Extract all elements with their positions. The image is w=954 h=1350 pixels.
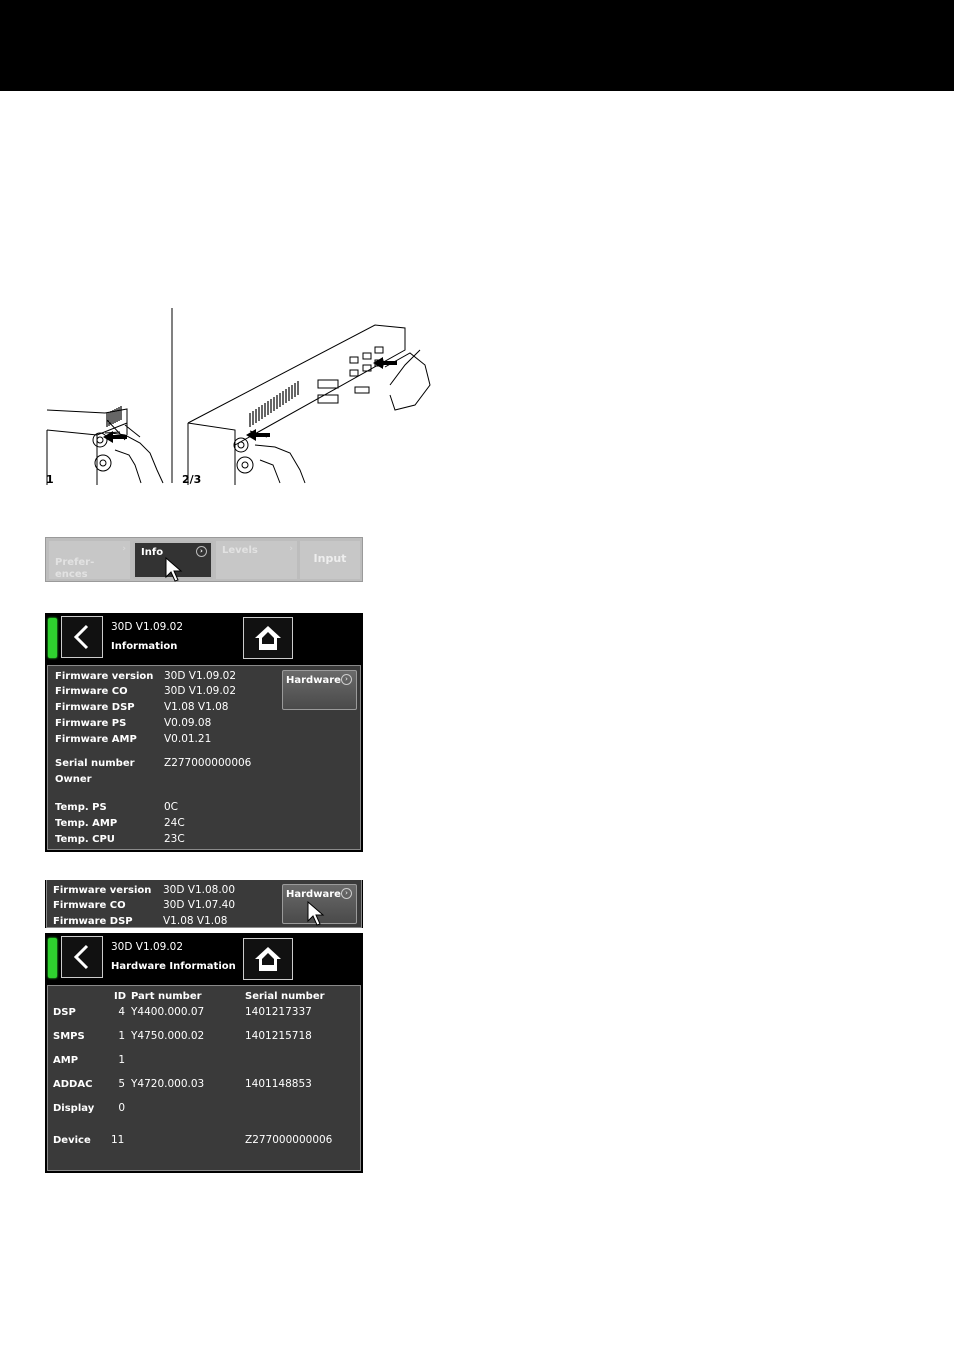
module-name: AMP: [53, 1055, 79, 1066]
home-icon: [244, 618, 292, 658]
row-label: Firmware CO: [55, 686, 128, 697]
status-led: [48, 618, 57, 658]
chevron-right-icon: ›: [122, 544, 126, 554]
row-value: 24C: [164, 817, 185, 829]
module-part-number: Y4720.000.03: [131, 1078, 205, 1090]
hardware-button-label: Hardware: [286, 889, 341, 900]
page-title: Information: [111, 641, 178, 652]
chevron-right-icon: ›: [341, 888, 352, 899]
header-bar: [0, 0, 954, 91]
mouse-pointer-icon: [165, 557, 183, 583]
chevron-right-icon: ›: [289, 544, 293, 554]
mouse-pointer-icon: [307, 901, 325, 927]
tab-input[interactable]: [300, 541, 360, 579]
info-screen-snippet: [45, 880, 363, 928]
module-name: DSP: [53, 1007, 76, 1018]
back-button[interactable]: [61, 616, 103, 658]
chevron-right-icon: ›: [341, 674, 352, 685]
row-value: 30D V1.07.40: [163, 899, 236, 911]
back-button[interactable]: [61, 936, 103, 978]
snippet-panel: [46, 880, 362, 928]
module-id: 11: [111, 1134, 125, 1146]
tab-preferences-label: Prefer- ences: [55, 557, 95, 580]
module-name: Display: [53, 1103, 95, 1114]
row-value: V0.01.21: [164, 733, 212, 745]
row-label: Firmware version: [53, 885, 152, 896]
hardware-button[interactable]: [282, 884, 357, 924]
home-button[interactable]: [243, 938, 293, 980]
screen-header: [45, 933, 363, 983]
module-id: 5: [118, 1078, 125, 1090]
row-label: Firmware DSP: [53, 916, 133, 927]
row-label: Owner: [55, 774, 92, 785]
row-label: Temp. CPU: [55, 834, 115, 845]
module-serial-number: 1401215718: [245, 1030, 312, 1042]
module-serial-number: Z277000000006: [245, 1134, 333, 1146]
row-label: Firmware DSP: [55, 702, 135, 713]
row-label: Firmware CO: [53, 900, 126, 911]
row-label: Firmware PS: [55, 718, 127, 729]
chevron-right-icon: ›: [196, 546, 207, 557]
module-name: ADDAC: [53, 1079, 93, 1090]
row-label: Firmware version: [55, 671, 154, 682]
module-id: 0: [118, 1102, 125, 1114]
hardware-info-screen: [45, 933, 363, 1173]
column-header-serial: Serial number: [245, 991, 325, 1002]
row-value: 30D V1.09.02: [164, 685, 237, 697]
tab-levels-label: Levels: [222, 545, 258, 556]
row-value: V1.08 V1.08: [164, 701, 229, 713]
row-label: Firmware AMP: [55, 734, 137, 745]
tab-input-label: Input: [313, 552, 347, 565]
tab-info-label: Info: [141, 547, 164, 558]
module-id: 1: [118, 1030, 125, 1042]
firmware-title: 30D V1.09.02: [111, 941, 184, 953]
chevron-left-icon: [62, 617, 102, 657]
row-value: 30D V1.08.00: [163, 884, 236, 896]
chevron-left-icon: [62, 937, 102, 977]
firmware-title: 30D V1.09.02: [111, 621, 184, 633]
row-label: Temp. AMP: [55, 818, 118, 829]
hardware-panel: [47, 985, 361, 1171]
module-name: SMPS: [53, 1031, 85, 1042]
module-name: Device: [53, 1135, 91, 1146]
module-serial-number: 1401148853: [245, 1078, 312, 1090]
info-screen: [45, 613, 363, 852]
row-value: 0C: [164, 801, 179, 813]
home-button[interactable]: [243, 617, 293, 659]
step-2-3-label: 2/3: [182, 473, 202, 486]
amplifier-illustration: [45, 305, 445, 490]
column-header-id: ID: [114, 991, 127, 1002]
info-panel: [47, 665, 361, 850]
column-header-part: Part number: [131, 991, 202, 1002]
tab-preferences[interactable]: [49, 541, 130, 579]
module-serial-number: 1401217337: [245, 1006, 312, 1018]
row-label: Serial number: [55, 758, 135, 769]
row-value: 23C: [164, 833, 185, 845]
step-1-label: 1: [46, 473, 54, 486]
home-icon: [244, 939, 292, 979]
tab-info[interactable]: [133, 541, 213, 579]
hardware-button-label: Hardware: [286, 675, 341, 686]
page-title: Hardware Information: [111, 961, 236, 972]
row-value: V1.08 V1.08: [163, 915, 228, 927]
hardware-button[interactable]: [282, 670, 357, 710]
module-part-number: Y4400.000.07: [131, 1006, 205, 1018]
status-led: [48, 938, 57, 978]
row-label: Temp. PS: [55, 802, 107, 813]
row-value: V0.09.08: [164, 717, 212, 729]
module-id: 1: [118, 1054, 125, 1066]
module-id: 4: [118, 1006, 125, 1018]
amplifier-drawing: [45, 305, 445, 490]
tab-levels[interactable]: [216, 541, 297, 579]
row-value: Z277000000006: [164, 757, 252, 769]
row-value: 30D V1.09.02: [164, 670, 237, 682]
menu-tab-bar: [45, 537, 363, 582]
module-part-number: Y4750.000.02: [131, 1030, 205, 1042]
screen-header: [45, 613, 363, 663]
